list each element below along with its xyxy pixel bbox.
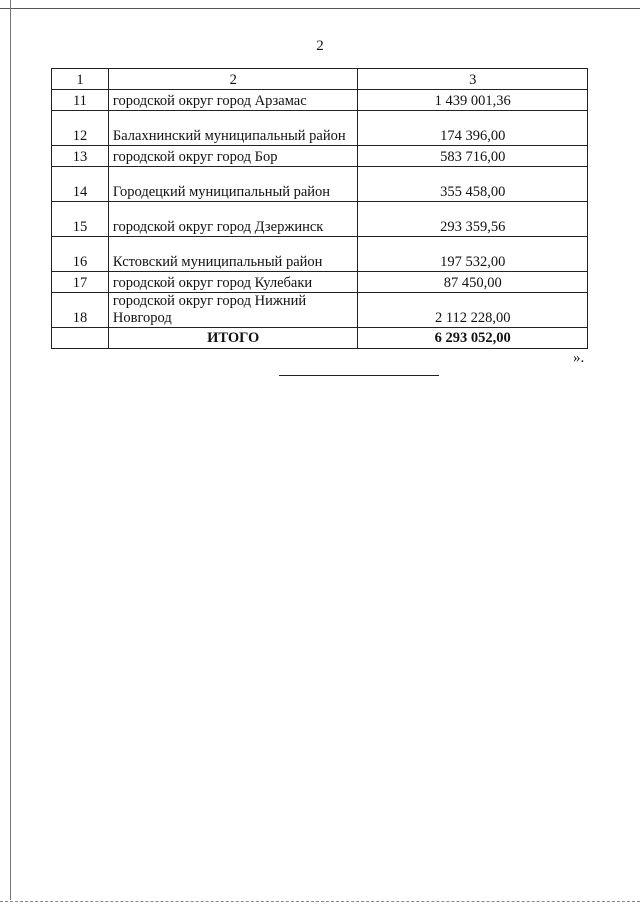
total-row [52, 328, 588, 349]
table-row [52, 90, 588, 111]
row-number: 13 [52, 146, 109, 167]
row-number: 11 [52, 90, 109, 111]
municipality-name: Городецкий муниципальный район [108, 167, 358, 202]
row-number: 16 [52, 237, 109, 272]
table-header-row [52, 69, 588, 90]
total-amount: 6 293 052,00 [358, 328, 588, 349]
row-number: 12 [52, 111, 109, 146]
municipality-name: городской округ город Дзержинск [108, 202, 358, 237]
page-edge-top [0, 8, 640, 9]
amount-value: 293 359,56 [358, 202, 588, 237]
amount-value: 583 716,00 [358, 146, 588, 167]
page-number: 2 [316, 38, 324, 54]
column-header-number: 1 [52, 69, 109, 90]
table-row [52, 146, 588, 167]
column-header-name: 2 [108, 69, 358, 90]
total-label: ИТОГО [108, 328, 358, 349]
municipality-name: Балахнинский муниципальный район [108, 111, 358, 146]
amount-value: 87 450,00 [358, 272, 588, 293]
closing-quote: ». [573, 350, 585, 366]
table-row [52, 111, 588, 146]
separator-line [279, 375, 439, 376]
table-row [52, 202, 588, 237]
municipality-name: городской округ город Бор [108, 146, 358, 167]
row-number: 18 [52, 293, 109, 328]
amount-value: 197 532,00 [358, 237, 588, 272]
table-row [52, 272, 588, 293]
municipality-name: Кстовский муниципальный район [108, 237, 358, 272]
table-row [52, 237, 588, 272]
row-number: 14 [52, 167, 109, 202]
allocation-table [51, 68, 588, 349]
total-empty-cell [52, 328, 109, 349]
municipality-name: городской округ город Нижний Новгород [108, 293, 358, 328]
table-row [52, 293, 588, 328]
municipality-name: городской округ город Арзамас [108, 90, 358, 111]
amount-value: 174 396,00 [358, 111, 588, 146]
row-number: 15 [52, 202, 109, 237]
table-row [52, 167, 588, 202]
row-number: 17 [52, 272, 109, 293]
amount-value: 2 112 228,00 [358, 293, 588, 328]
municipality-name: городской округ город Кулебаки [108, 272, 358, 293]
amount-value: 1 439 001,36 [358, 90, 588, 111]
page-edge-bottom [0, 901, 640, 902]
page-edge-left [10, 0, 11, 900]
amount-value: 355 458,00 [358, 167, 588, 202]
column-header-amount: 3 [358, 69, 588, 90]
